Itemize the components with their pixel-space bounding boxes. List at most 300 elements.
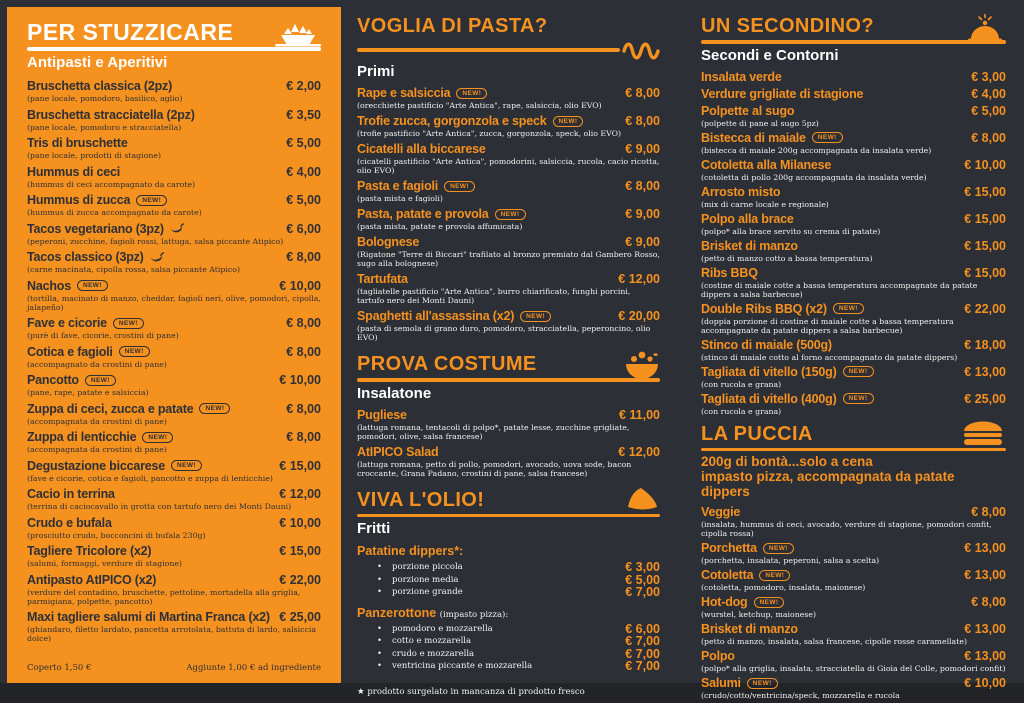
item-row bbox=[27, 516, 321, 530]
menu-item bbox=[357, 235, 660, 268]
item-price: € 12,00 bbox=[618, 272, 660, 286]
item-row bbox=[27, 345, 321, 359]
menu-item bbox=[27, 108, 321, 132]
item-price: € 10,00 bbox=[279, 515, 321, 530]
item-price: € 12,00 bbox=[618, 444, 660, 459]
item-price: € 6,00 bbox=[286, 221, 321, 236]
insalatone-section bbox=[357, 352, 660, 478]
menu-item bbox=[27, 165, 321, 189]
item-name: Pasta, patate e provola bbox=[357, 207, 489, 221]
menu-item bbox=[357, 408, 660, 441]
item-price: € 5,00 bbox=[971, 103, 1006, 118]
item-name: Pasta e fagioli bbox=[357, 179, 439, 193]
puccia-section bbox=[701, 422, 1006, 701]
menu-item bbox=[701, 541, 1006, 565]
item-row bbox=[27, 610, 321, 624]
item-name: AtIPICO Salad bbox=[357, 444, 439, 459]
item-price: € 8,00 bbox=[971, 505, 1006, 519]
item-name: Polpette al sugo bbox=[701, 103, 795, 118]
menu-item bbox=[27, 402, 321, 426]
item-price: € 25,00 bbox=[279, 610, 321, 624]
item-price: € 4,00 bbox=[971, 86, 1006, 101]
option-row bbox=[357, 561, 660, 574]
item-row bbox=[701, 212, 1006, 226]
item-name: Polpo bbox=[701, 649, 735, 663]
item-description: (tagliatelle pastificio "Arte Antica", burro chiarificato, funghi porcini, tartufo nero dei Monti Dauni) bbox=[357, 287, 631, 305]
item-row bbox=[701, 365, 1006, 379]
item-description: (mix di carne locale e regionale) bbox=[701, 199, 829, 209]
menu-item bbox=[701, 595, 1006, 619]
item-name: Degustazione biccarese bbox=[27, 458, 166, 473]
item-description: (salumi, formaggi, verdure di stagione) bbox=[27, 559, 183, 568]
item-row bbox=[701, 505, 1006, 519]
item-description: (hummus di ceci accompagnato da carote) bbox=[27, 179, 196, 189]
menu-item bbox=[27, 250, 321, 274]
item-price: € 8,00 bbox=[286, 250, 321, 264]
header-underline bbox=[701, 40, 1006, 44]
item-description: (con rucola e grana) bbox=[701, 379, 782, 389]
option-price: € 3,00 bbox=[625, 560, 660, 574]
menu-item bbox=[701, 392, 1006, 416]
menu-item bbox=[27, 544, 321, 568]
new-badge: NEW! bbox=[833, 303, 864, 314]
chili-icon bbox=[169, 223, 184, 234]
item-price: € 25,00 bbox=[964, 391, 1006, 406]
item-description: (bistecca di maiale 200g accompagnata da insalata verde) bbox=[701, 145, 932, 155]
item-price: € 15,00 bbox=[964, 184, 1006, 199]
item-row bbox=[701, 302, 1006, 316]
menu-item bbox=[357, 445, 660, 478]
item-name: Tagliere Tricolore (x2) bbox=[27, 544, 152, 558]
item-description: (polpo* alla brace servito su crema di patate) bbox=[701, 226, 881, 236]
item-row bbox=[27, 544, 321, 558]
item-description: (accompagnata da crostini di pane) bbox=[27, 416, 167, 426]
coperto-note: Coperto 1,50 € bbox=[27, 663, 92, 673]
item-description: (Rigatone "Terre di Biccari" trafilato al bronzo premiato dal Gambero Rosso, sugo alla bolognese) bbox=[357, 250, 660, 268]
new-badge: NEW! bbox=[759, 570, 790, 581]
group-name-text: Panzerottone bbox=[357, 605, 437, 620]
item-price: € 10,00 bbox=[279, 373, 321, 387]
new-badge: NEW! bbox=[171, 460, 202, 471]
item-row bbox=[701, 568, 1006, 582]
item-row bbox=[357, 309, 660, 323]
item-name: Veggie bbox=[701, 505, 741, 519]
item-name: Tagliata di vitello (150g) bbox=[701, 364, 837, 379]
item-name: Rape e salsiccia bbox=[357, 86, 451, 100]
item-row bbox=[27, 402, 321, 416]
secondi-title: UN SECONDINO? bbox=[701, 15, 874, 37]
menu-item bbox=[701, 266, 1006, 299]
menu-item bbox=[27, 487, 321, 511]
item-name: Bistecca di maiale bbox=[701, 130, 806, 145]
menu-item bbox=[701, 505, 1006, 538]
puccia-subtitle-line1: 200g di bontà...solo a cena bbox=[701, 454, 873, 469]
pasta-title: VOGLIA DI PASTA? bbox=[357, 15, 548, 37]
item-name: Cotoletta bbox=[701, 568, 754, 582]
antipasti-footer bbox=[27, 663, 321, 673]
item-price: € 12,00 bbox=[279, 487, 321, 501]
panzerotto-wedge-icon bbox=[626, 486, 660, 517]
menu-item bbox=[701, 622, 1006, 646]
item-description: (terrina di caciocavallo in grotta con tartufo nero dei Monti Dauni) bbox=[27, 502, 292, 511]
menu-item bbox=[27, 430, 321, 454]
item-name: Brisket di manzo bbox=[701, 622, 798, 636]
option-row bbox=[357, 648, 660, 661]
item-row bbox=[27, 222, 321, 236]
item-price: € 3,00 bbox=[971, 69, 1006, 84]
item-description: (verdure del contadino, bruschette, pettoline, mortadella alla griglia, parmigiana, polpette, pancotto) bbox=[27, 587, 301, 606]
menu-item bbox=[701, 302, 1006, 335]
group-name bbox=[357, 543, 660, 561]
item-description: (lattuga romana, petto di pollo, pomodori, avocado, uova sode, bacon croccante, Grana Padano, crostini di pane, salsa francese) bbox=[357, 459, 632, 478]
pasta-header bbox=[357, 14, 660, 80]
new-badge: NEW! bbox=[520, 311, 551, 322]
option-row bbox=[357, 635, 660, 648]
item-row bbox=[357, 272, 660, 286]
item-name: Tacos vegetariano (3pz) bbox=[27, 221, 164, 236]
menu-item bbox=[701, 338, 1006, 362]
item-row bbox=[357, 142, 660, 156]
option-label: • ventricina piccante e mozzarella bbox=[377, 660, 532, 673]
option-label: • pomodoro e mozzarella bbox=[377, 623, 493, 636]
dippers-group bbox=[357, 543, 660, 599]
item-name: Cotica e fagioli bbox=[27, 344, 113, 359]
menu-item bbox=[357, 309, 660, 342]
option-label: • porzione media bbox=[377, 574, 458, 587]
item-name: Tagliata di vitello (400g) bbox=[701, 391, 837, 406]
item-name: Cicatelli alla biccarese bbox=[357, 142, 486, 156]
item-description: (tortilla, macinato di manzo, cheddar, fagioli neri, olive, pomodori, cipolla, jalapeño) bbox=[27, 293, 321, 312]
menu-item bbox=[357, 179, 660, 203]
menu-item bbox=[701, 676, 1006, 700]
item-description: (pasta di semola di grano duro, pomodoro, stracciatella, peperoncino, olio EVO) bbox=[357, 324, 651, 342]
new-badge: NEW! bbox=[142, 432, 173, 443]
item-description: (trofie pastificio "Arte Antica", zucca, gorgonzola, speck, olio EVO) bbox=[357, 129, 622, 138]
header-underline bbox=[357, 40, 660, 60]
fritti-subtitle: Fritti bbox=[357, 520, 391, 537]
item-row bbox=[701, 239, 1006, 253]
secondi-subtitle: Secondi e Contorni bbox=[701, 46, 839, 64]
item-price: € 15,00 bbox=[279, 458, 321, 473]
option-price: € 6,00 bbox=[625, 621, 660, 636]
menu-item bbox=[701, 239, 1006, 263]
panzerottone-option-list bbox=[357, 623, 660, 673]
item-name: Double Ribs BBQ (x2) bbox=[701, 301, 827, 316]
item-description: (petto di manzo cotto a bassa temperatura) bbox=[701, 253, 873, 263]
item-row bbox=[701, 87, 1006, 101]
menu-item bbox=[27, 316, 321, 340]
pasta-item-list bbox=[357, 86, 660, 342]
menu-item bbox=[701, 104, 1006, 128]
item-price: € 15,00 bbox=[964, 238, 1006, 253]
item-description: (pane locale, prodotti di stagione) bbox=[27, 151, 162, 160]
item-name: Pancotto bbox=[27, 373, 79, 387]
option-row bbox=[357, 574, 660, 587]
option-price: € 7,00 bbox=[625, 634, 660, 648]
item-price: € 3,50 bbox=[286, 107, 321, 122]
item-row bbox=[27, 459, 321, 473]
item-name: Bruschetta stracciatella (2pz) bbox=[27, 107, 195, 122]
item-price: € 8,00 bbox=[286, 430, 321, 444]
item-description: (petto di manzo, insalata, salsa francese, cipolle rosse caramellate) bbox=[701, 637, 967, 646]
item-description: (pane locale, pomodoro, basilico, aglio) bbox=[27, 94, 183, 103]
item-description: (carne macinata, cipolla rossa, salsa piccante Atipico) bbox=[27, 265, 240, 274]
menu-item bbox=[357, 272, 660, 305]
item-name: Zuppa di ceci, zucca e patate bbox=[27, 401, 194, 416]
new-badge: NEW! bbox=[113, 318, 144, 329]
dippers-option-list bbox=[357, 561, 660, 599]
item-description: (cotoletta di pollo 200g accompagnata da insalata verde) bbox=[701, 172, 927, 182]
new-badge: NEW! bbox=[763, 543, 794, 554]
item-name: Tartufata bbox=[357, 272, 408, 286]
insalatone-item-list bbox=[357, 408, 660, 478]
option-row bbox=[357, 623, 660, 636]
secondi-header bbox=[701, 14, 1006, 64]
item-row bbox=[701, 541, 1006, 555]
salad-bowl-icon bbox=[624, 350, 660, 385]
item-name: Hummus di zucca bbox=[27, 193, 131, 207]
puccia-title: LA PUCCIA bbox=[701, 422, 813, 445]
item-name: Brisket di manzo bbox=[701, 238, 798, 253]
new-badge: NEW! bbox=[85, 375, 116, 386]
menu-item bbox=[27, 222, 321, 246]
menu-item bbox=[701, 87, 1006, 101]
item-name: Antipasto AtIPICO (x2) bbox=[27, 572, 157, 587]
header-underline bbox=[357, 514, 660, 518]
item-name: Tris di bruschette bbox=[27, 136, 128, 150]
item-row bbox=[701, 338, 1006, 352]
nachos-plate-icon bbox=[275, 21, 321, 52]
item-description: (cotoletta, pomodoro, insalata, maionese) bbox=[701, 583, 866, 592]
group-name-text: Patatine dippers*: bbox=[357, 544, 464, 558]
menu-item bbox=[357, 114, 660, 138]
header-underline bbox=[357, 378, 660, 382]
item-name: Stinco di maiale (500g) bbox=[701, 337, 832, 352]
item-name: Maxi tagliere salumi di Martina Franca (x2) bbox=[27, 610, 270, 624]
item-row bbox=[27, 573, 321, 587]
item-price: € 8,00 bbox=[286, 401, 321, 416]
new-badge: NEW! bbox=[77, 280, 108, 291]
item-name: Verdure grigliate di stagione bbox=[701, 86, 864, 101]
item-price: € 8,00 bbox=[286, 344, 321, 359]
item-price: € 13,00 bbox=[964, 622, 1006, 636]
item-row bbox=[27, 373, 321, 387]
item-name: Tacos classico (3pz) bbox=[27, 250, 144, 264]
item-description: (con rucola e grana) bbox=[701, 406, 782, 416]
item-description: (ghiandaro, filetto lardato, pancetta arrotolata, battuta di lardo, salsiccia dolce) bbox=[27, 625, 316, 643]
item-description: (prosciutto crudo, bocconcini di bufala 230g) bbox=[27, 530, 206, 540]
item-price: € 22,00 bbox=[964, 301, 1006, 316]
new-badge: NEW! bbox=[553, 116, 584, 127]
menu-item bbox=[27, 79, 321, 103]
item-description: (hummus di zucca accompagnato da carote) bbox=[27, 208, 202, 217]
puccia-subtitle-line2: impasto pizza, accompagnata da patate dippers bbox=[701, 469, 955, 499]
menu-item bbox=[701, 365, 1006, 389]
item-description: (purè di fave, cicorie, crostini di pane) bbox=[27, 331, 179, 340]
item-row bbox=[27, 250, 321, 264]
item-price: € 8,00 bbox=[625, 114, 660, 128]
menu-item bbox=[701, 568, 1006, 592]
item-description: (wurstel, ketchup, maionese) bbox=[701, 610, 817, 619]
item-price: € 8,00 bbox=[971, 130, 1006, 145]
menu-item bbox=[357, 207, 660, 231]
item-price: € 8,00 bbox=[971, 595, 1006, 609]
menu-item bbox=[701, 70, 1006, 84]
item-description: (accompagnata da crostini di pane) bbox=[27, 445, 167, 454]
item-name: Cotoletta alla Milanese bbox=[701, 157, 832, 172]
insalatone-header bbox=[357, 352, 660, 402]
option-label: • porzione grande bbox=[377, 586, 463, 599]
item-description: (fave e cicorie, cotica e fagioli, pancotto e zuppa di lenticchie) bbox=[27, 473, 273, 483]
item-price: € 8,00 bbox=[286, 316, 321, 330]
item-price: € 15,00 bbox=[279, 544, 321, 558]
new-badge: NEW! bbox=[199, 403, 230, 414]
group-name-suffix: (impasto pizza): bbox=[439, 609, 509, 620]
item-price: € 11,00 bbox=[618, 407, 660, 422]
item-row bbox=[701, 676, 1006, 690]
item-price: € 9,00 bbox=[625, 142, 660, 156]
menu-item bbox=[27, 193, 321, 217]
item-row bbox=[701, 266, 1006, 280]
new-badge: NEW! bbox=[136, 195, 167, 206]
item-description: (pane locale, pomodoro e stracciatella) bbox=[27, 122, 182, 132]
pasta-subtitle: Primi bbox=[357, 63, 395, 80]
option-price: € 7,00 bbox=[625, 659, 660, 673]
item-price: € 10,00 bbox=[279, 278, 321, 293]
option-row bbox=[357, 660, 660, 673]
cloche-icon bbox=[964, 12, 1006, 49]
item-description: (pane, rape, patate e salsiccia) bbox=[27, 388, 149, 397]
new-badge: NEW! bbox=[456, 88, 487, 99]
fritti-header bbox=[357, 488, 660, 538]
item-row bbox=[27, 279, 321, 293]
antipasti-header bbox=[27, 19, 321, 71]
item-name: Polpo alla brace bbox=[701, 211, 794, 226]
item-row bbox=[27, 79, 321, 93]
option-price: € 7,00 bbox=[625, 646, 660, 661]
item-price: € 4,00 bbox=[286, 164, 321, 179]
item-price: € 18,00 bbox=[964, 337, 1006, 352]
item-name: Zuppa di lenticchie bbox=[27, 430, 137, 444]
item-row bbox=[357, 207, 660, 221]
item-description: (accompagnato da crostini di pane) bbox=[27, 359, 167, 369]
item-row bbox=[701, 185, 1006, 199]
item-row bbox=[27, 487, 321, 501]
item-name: Nachos bbox=[27, 278, 71, 293]
item-price: € 13,00 bbox=[964, 364, 1006, 379]
secondi-item-list bbox=[701, 70, 1006, 416]
item-description: (peperoni, zucchine, fagioli rossi, lattuga, salsa piccante Atipico) bbox=[27, 236, 284, 246]
item-name: Crudo e bufala bbox=[27, 515, 112, 530]
new-badge: NEW! bbox=[843, 393, 874, 404]
new-badge: NEW! bbox=[812, 132, 843, 143]
item-price: € 13,00 bbox=[964, 649, 1006, 663]
item-name: Bolognese bbox=[357, 235, 420, 249]
new-badge: NEW! bbox=[495, 209, 526, 220]
antipasti-subtitle: Antipasti e Aperitivi bbox=[27, 54, 168, 71]
menu-item bbox=[701, 212, 1006, 236]
item-name: Pugliese bbox=[357, 407, 407, 422]
menu-item bbox=[27, 345, 321, 369]
item-description: (polpette di pane al sugo 5pz) bbox=[701, 118, 819, 128]
item-description: (stinco di maiale cotto al forno accompagnato da patate dippers) bbox=[701, 352, 958, 362]
item-price: € 10,00 bbox=[964, 676, 1006, 690]
item-row bbox=[27, 136, 321, 150]
item-price: € 2,00 bbox=[286, 79, 321, 93]
item-row bbox=[701, 622, 1006, 636]
group-name bbox=[357, 605, 660, 623]
fritti-title: VIVA L'OLIO! bbox=[357, 488, 485, 511]
option-label: • porzione piccola bbox=[377, 561, 463, 574]
item-price: € 20,00 bbox=[618, 309, 660, 323]
item-name: Porchetta bbox=[701, 541, 757, 555]
item-name: Hummus di ceci bbox=[27, 164, 121, 179]
item-price: € 22,00 bbox=[279, 572, 321, 587]
item-price: € 5,00 bbox=[286, 136, 321, 150]
item-name: Hot-dog bbox=[701, 595, 748, 609]
menu-item bbox=[27, 373, 321, 397]
item-name: Fave e cicorie bbox=[27, 316, 107, 330]
item-row bbox=[357, 179, 660, 193]
spaghetti-squiggle-icon bbox=[622, 40, 660, 60]
item-description: (porchetta, insalata, peperoni, salsa a scelta) bbox=[701, 556, 880, 565]
new-badge: NEW! bbox=[119, 346, 150, 357]
item-name: Salumi bbox=[701, 676, 741, 690]
item-price: € 5,00 bbox=[286, 193, 321, 207]
middle-column bbox=[357, 14, 660, 697]
item-row bbox=[27, 316, 321, 330]
menu-item bbox=[701, 131, 1006, 155]
menu-item bbox=[27, 610, 321, 643]
item-description: (doppia porzione di costine di maiale cotte a bassa temperatura accompagnate da patate dippers a salsa barbecue) bbox=[701, 316, 954, 335]
item-row bbox=[27, 430, 321, 444]
item-row bbox=[357, 235, 660, 249]
item-name: Spaghetti all'assassina (x2) bbox=[357, 309, 515, 323]
menu-item bbox=[27, 516, 321, 540]
new-badge: NEW! bbox=[843, 366, 874, 377]
item-row bbox=[27, 165, 321, 179]
item-name: Arrosto misto bbox=[701, 184, 781, 199]
item-price: € 13,00 bbox=[964, 541, 1006, 555]
insalatone-subtitle: Insalatone bbox=[357, 384, 432, 402]
item-price: € 8,00 bbox=[625, 179, 660, 193]
antipasti-panel bbox=[7, 7, 341, 683]
item-description: (polpo* alla griglia, insalata, stracciatella di Gioia del Colle, pomodori confit) bbox=[701, 664, 1006, 673]
menu-item bbox=[357, 142, 660, 175]
item-price: € 13,00 bbox=[964, 568, 1006, 582]
item-name: Trofie zucca, gorgonzola e speck bbox=[357, 114, 547, 128]
item-name: Bruschetta classica (2pz) bbox=[27, 79, 173, 93]
item-row bbox=[701, 595, 1006, 609]
fritti-section bbox=[357, 488, 660, 697]
menu-item bbox=[27, 573, 321, 606]
item-row bbox=[701, 104, 1006, 118]
right-column bbox=[701, 14, 1006, 703]
item-row bbox=[357, 86, 660, 100]
item-description: (pasta mista, patate e provola affumicata) bbox=[357, 222, 523, 231]
menu-item bbox=[701, 158, 1006, 182]
item-price: € 9,00 bbox=[625, 235, 660, 249]
new-badge: NEW! bbox=[747, 678, 778, 689]
menu-item bbox=[357, 86, 660, 110]
item-price: € 9,00 bbox=[625, 207, 660, 221]
item-description: (pasta mista e fagioli) bbox=[357, 194, 443, 203]
item-row bbox=[701, 131, 1006, 145]
antipasti-item-list bbox=[27, 79, 321, 643]
item-row bbox=[701, 70, 1006, 84]
option-label: • crudo e mozzarella bbox=[377, 648, 474, 661]
insalatone-title: PROVA COSTUME bbox=[357, 353, 537, 375]
